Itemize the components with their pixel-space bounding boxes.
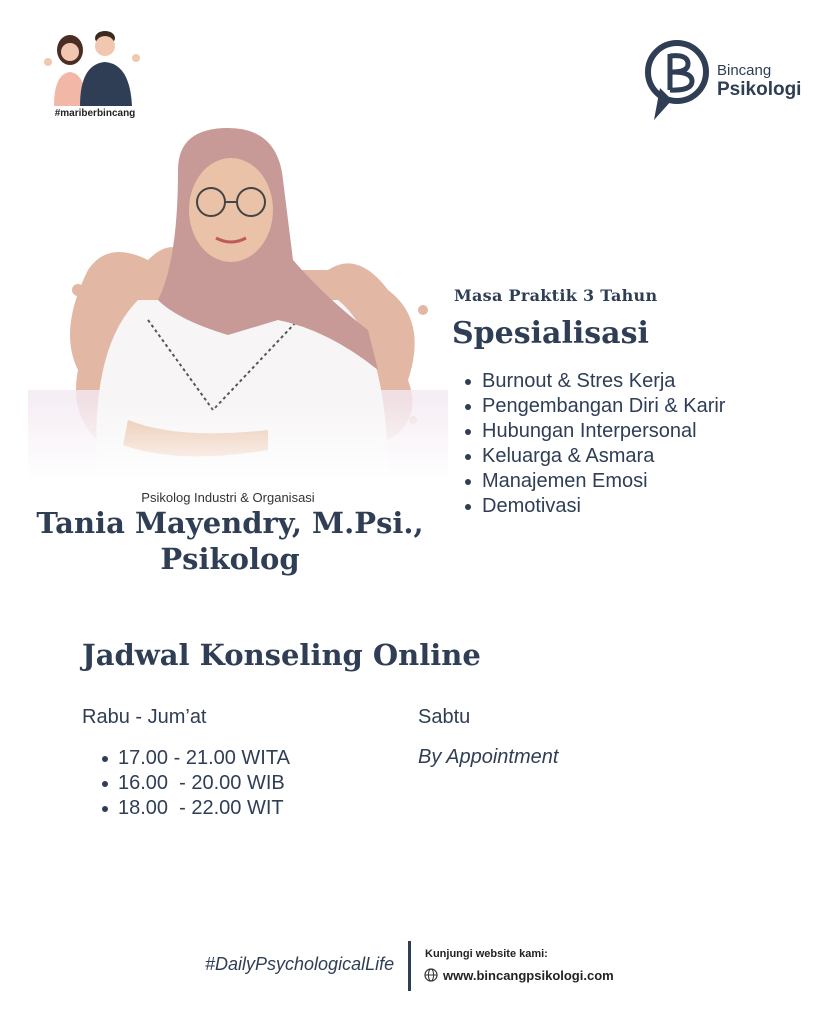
appointment-note: By Appointment bbox=[418, 746, 559, 768]
list-item: 16.00 - 20.00 WIB bbox=[100, 771, 290, 796]
specialization-heading: Spesialisasi bbox=[452, 316, 649, 351]
time-list bbox=[100, 746, 290, 821]
specialization-list bbox=[462, 369, 782, 519]
psychologist-photo bbox=[28, 120, 448, 480]
brand-logo-icon bbox=[642, 38, 712, 124]
footer-divider bbox=[408, 941, 411, 991]
logo-text-bincang: Bincang bbox=[717, 62, 772, 79]
psychologist-title: Psikolog bbox=[160, 542, 300, 576]
logo-text-psikologi: Psikologi bbox=[717, 79, 802, 100]
saturday-label: Sabtu bbox=[418, 706, 471, 728]
list-item: 18.00 - 22.00 WIT bbox=[100, 796, 290, 821]
list-item: Manajemen Emosi bbox=[462, 469, 782, 494]
mascot-illustration bbox=[40, 28, 146, 106]
website-link[interactable]: www.bincangpsikologi.com bbox=[443, 968, 614, 983]
schedule-heading: Jadwal Konseling Online bbox=[82, 638, 481, 672]
list-item: Pengembangan Diri & Karir bbox=[462, 394, 782, 419]
globe-icon bbox=[424, 968, 438, 982]
hashtag-label: #mariberbincang bbox=[54, 108, 136, 119]
list-item: Demotivasi bbox=[462, 494, 782, 519]
weekday-label: Rabu - Jum’at bbox=[82, 706, 207, 728]
footer-hashtag: #DailyPsychologicalLife bbox=[205, 954, 395, 974]
list-item: Burnout & Stres Kerja bbox=[462, 369, 782, 394]
visit-label: Kunjungi website kami: bbox=[425, 948, 548, 960]
list-item: Hubungan Interpersonal bbox=[462, 419, 782, 444]
practice-duration: Masa Praktik 3 Tahun bbox=[454, 286, 658, 305]
list-item: Keluarga & Asmara bbox=[462, 444, 782, 469]
list-item: 17.00 - 21.00 WITA bbox=[100, 746, 290, 771]
profession-label: Psikolog Industri & Organisasi bbox=[141, 490, 315, 505]
psychologist-name: Tania Mayendry, M.Psi., bbox=[36, 506, 424, 540]
